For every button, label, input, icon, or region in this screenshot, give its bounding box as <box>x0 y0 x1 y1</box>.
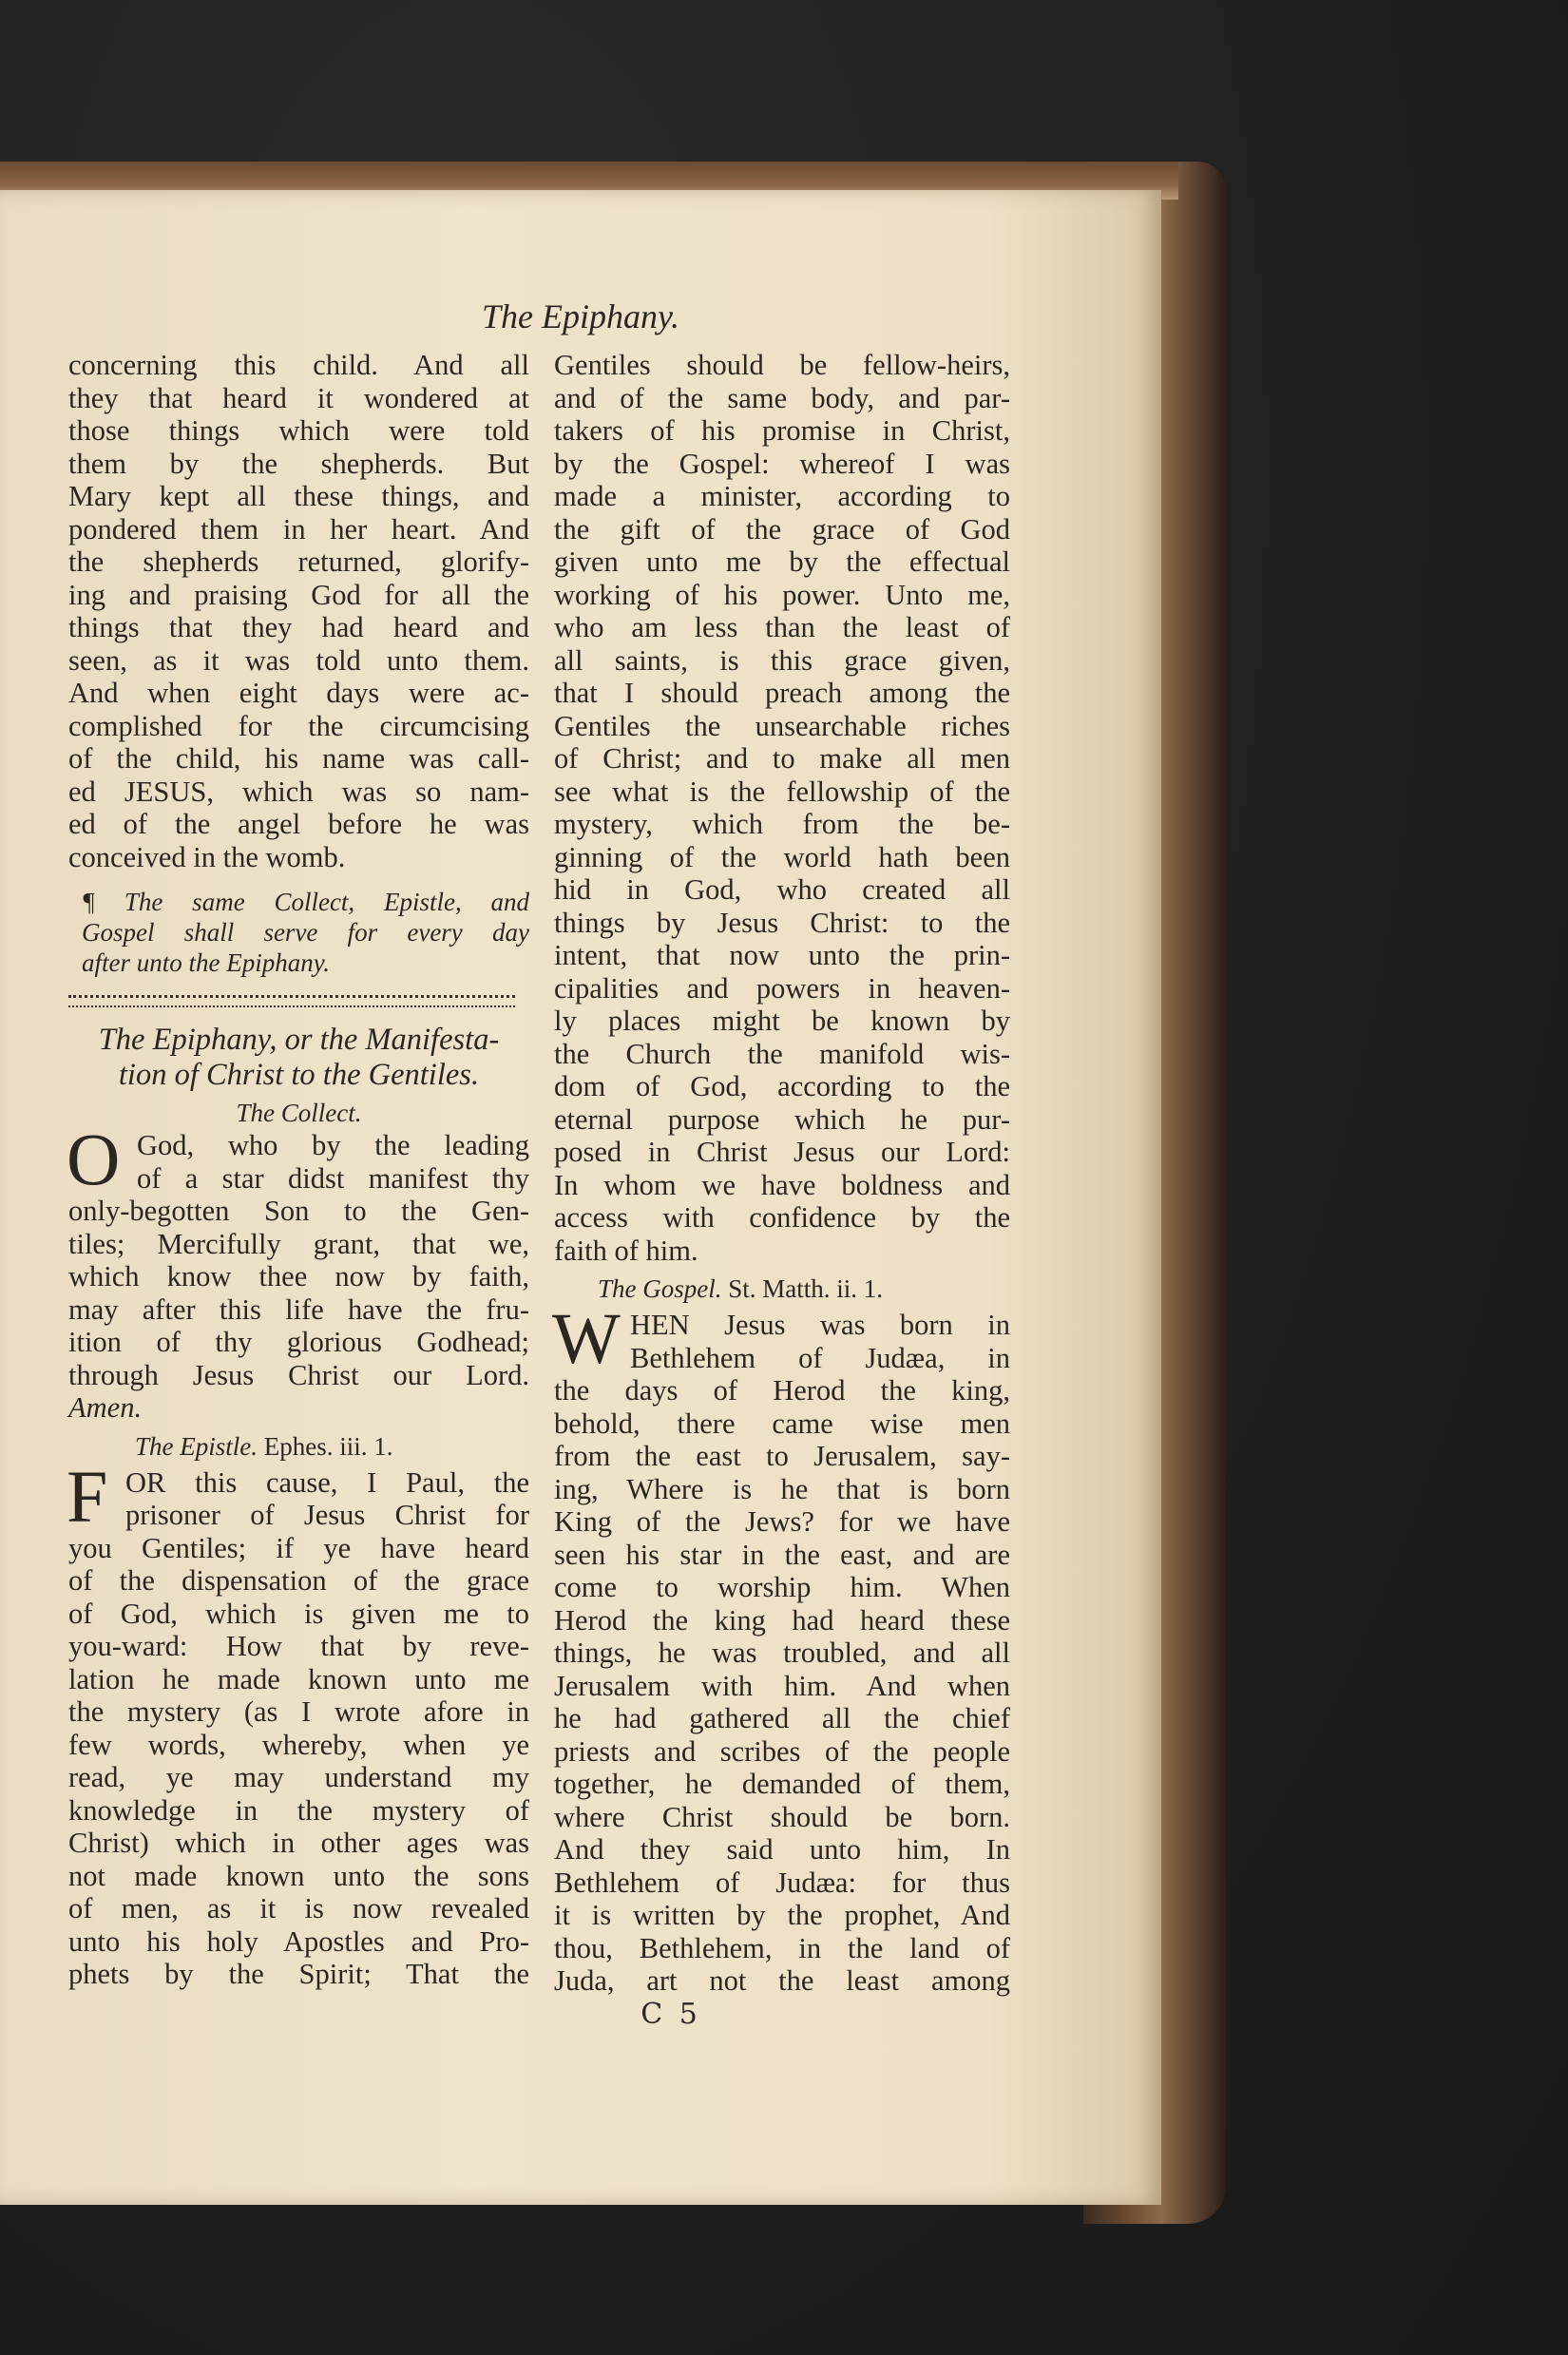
text-line: few words, whereby, when ye <box>68 1728 529 1761</box>
text-line: made a minister, according to <box>554 480 1010 512</box>
epistle-label: The Epistle. <box>135 1431 258 1461</box>
collect-paragraph <box>67 1118 529 1425</box>
text-line: takers of his promise in Christ, <box>554 414 1010 447</box>
heading-line: tion of Christ to the Gentiles. <box>118 1058 480 1092</box>
text-line: HEN Jesus was born in <box>630 1309 1010 1341</box>
text-line: that I should preach among the <box>554 677 1010 709</box>
text-line: priests and scribes of the people <box>554 1734 1010 1768</box>
drop-cap: O <box>67 1118 121 1200</box>
text-line: posed in Christ Jesus our Lord: <box>554 1136 1010 1168</box>
gospel-paragraph <box>552 1299 1010 1998</box>
text-line: may after this life have the fru- <box>68 1292 529 1326</box>
text-line: and of the same body, and par- <box>554 381 1010 414</box>
gospel-ending-paragraph <box>68 349 529 873</box>
text-line: through Jesus Christ our Lord. <box>68 1358 529 1391</box>
text-line: ing, Where is he that is born <box>554 1472 1010 1505</box>
rubric-line: Gospel shall serve for every day <box>82 918 529 947</box>
text-line: things that they had heard and <box>68 611 529 643</box>
drop-cap: W <box>552 1299 621 1379</box>
rubric-line: after unto the Epiphany. <box>82 948 330 977</box>
text-line: And they said unto him, In <box>554 1833 1010 1866</box>
gospel-heading <box>554 1273 1010 1305</box>
epistle-continuation <box>554 349 1010 1267</box>
text-line: only-begotten Son to the Gen- <box>68 1195 529 1227</box>
text-line: Gentiles the unsearchable riches <box>554 709 1010 742</box>
text-line: given unto me by the effectual <box>554 546 1010 578</box>
ornamental-rule <box>68 995 515 1007</box>
text-line: of the dispensation of the grace <box>68 1564 529 1597</box>
text-line: prisoner of Jesus Christ for <box>125 1499 529 1531</box>
text-line: Juda, art not the least among <box>554 1964 1010 1997</box>
text-line: unto his holy Apostles and Pro- <box>68 1924 529 1958</box>
text-line: mystery, which from the be- <box>554 808 1010 840</box>
gospel-label: The Gospel. <box>598 1274 722 1303</box>
text-line: lation he made known unto me <box>68 1662 529 1695</box>
text-line: complished for the circumcising <box>68 709 529 742</box>
text-line: Herod the king had heard these <box>554 1603 1010 1637</box>
text-line: Mary kept all these things, and <box>68 480 529 512</box>
text-line: which know thee now by faith, <box>68 1260 529 1292</box>
text-line: In whom we have boldness and <box>554 1168 1010 1201</box>
text-line: seen, as it was told unto them. <box>68 643 529 677</box>
text-line: the mystery (as I wrote afore in <box>68 1695 529 1728</box>
rubric-note <box>68 887 529 978</box>
amen-text: Amen. <box>68 1391 143 1424</box>
text-line: them by the shepherds. But <box>68 447 529 480</box>
text-line: conceived in the womb. <box>68 840 346 873</box>
text-line: the gift of the grace of God <box>554 512 1010 546</box>
text-line: ginning of the world hath been <box>554 840 1010 873</box>
text-line: not made known unto the sons <box>68 1859 529 1892</box>
text-line: seen his star in the east, and are <box>554 1538 1010 1571</box>
text-line: things by Jesus Christ: to the <box>554 906 1010 939</box>
text-line: OR this cause, I Paul, the <box>125 1465 529 1499</box>
text-line: the Church the manifold wis- <box>554 1037 1010 1070</box>
text-line: Gentiles should be fellow-heirs, <box>554 349 1010 381</box>
text-line: hid in God, who created all <box>554 873 1010 906</box>
left-column <box>68 349 529 1991</box>
text-line: working of his power. Unto me, <box>554 578 1010 611</box>
text-line: knowledge in the mystery of <box>68 1793 529 1827</box>
text-line: he had gathered all the chief <box>554 1702 1010 1734</box>
text-line: King of the Jews? for we have <box>554 1505 1010 1538</box>
section-heading <box>68 1023 529 1093</box>
text-line: together, he demanded of them, <box>554 1768 1010 1800</box>
text-line: Christ) which in other ages was <box>68 1827 529 1859</box>
running-head: The Epiphany. <box>482 297 679 335</box>
text-line: read, ye may understand my <box>68 1761 529 1793</box>
text-line: ed JESUS, which was so nam- <box>68 775 529 808</box>
text-line: where Christ should be born. <box>554 1800 1010 1833</box>
text-line: ly places might be known by <box>554 1005 1010 1037</box>
text-line: eternal purpose which he pur- <box>554 1102 1010 1136</box>
drop-cap: F <box>67 1454 108 1538</box>
text-line: intent, that now unto the prin- <box>554 939 1010 971</box>
gospel-reference: St. Matth. ii. 1. <box>728 1274 884 1303</box>
text-line: And when eight days were ac- <box>68 677 529 709</box>
text-line: the days of Herod the king, <box>554 1374 1010 1407</box>
text-line: the shepherds returned, glorify- <box>68 546 529 578</box>
epistle-heading <box>68 1430 529 1463</box>
text-line: tiles; Mercifully grant, that we, <box>68 1227 529 1260</box>
text-line: dom of God, according to the <box>554 1070 1010 1102</box>
text-line: from the east to Jerusalem, say- <box>554 1440 1010 1472</box>
text-line: those things which were told <box>68 414 529 447</box>
text-line: pondered them in her heart. And <box>68 512 529 546</box>
text-line: access with confidence by the <box>554 1201 1010 1234</box>
right-column <box>554 349 1010 1998</box>
text-line: ed of the angel before he was <box>68 808 529 840</box>
text-line: of Christ; and to make all men <box>554 742 1010 775</box>
text-line: ition of thy glorious Godhead; <box>68 1326 529 1358</box>
text-line: you-ward: How that by reve- <box>68 1630 529 1662</box>
heading-line: The Epiphany, or the Manifesta- <box>98 1023 500 1057</box>
text-line: God, who by the leading <box>137 1129 529 1161</box>
text-line: by the Gospel: whereof I was <box>554 447 1010 480</box>
text-line: come to worship him. When <box>554 1571 1010 1603</box>
epistle-paragraph <box>67 1454 529 1991</box>
text-line: behold, there came wise men <box>554 1407 1010 1440</box>
text-line: concerning this child. And all <box>68 349 529 381</box>
text-line: thou, Bethlehem, in the land of <box>554 1931 1010 1964</box>
text-line: see what is the fellowship of the <box>554 775 1010 808</box>
text-line: who am less than the least of <box>554 611 1010 643</box>
text-line: all saints, is this grace given, <box>554 643 1010 677</box>
text-line: Jerusalem with him. And when <box>554 1669 1010 1702</box>
text-line: of the child, his name was call- <box>68 742 529 775</box>
text-line: things, he was troubled, and all <box>554 1637 1010 1669</box>
text-line: cipalities and powers in heaven- <box>554 971 1010 1005</box>
rubric-line: ¶ The same Collect, Epistle, and <box>82 888 529 916</box>
text-line: phets by the Spirit; That the <box>68 1958 529 1990</box>
text-line: Bethlehem of Judæa: for thus <box>554 1866 1010 1899</box>
collect-label: The Collect. <box>236 1099 362 1127</box>
text-line: Bethlehem of Judæa, in <box>630 1341 1010 1374</box>
printer-signature-mark: C 5 <box>641 1998 701 2031</box>
epistle-reference: Ephes. iii. 1. <box>263 1431 393 1461</box>
text-line: you Gentiles; if ye have heard <box>68 1531 529 1564</box>
text-line: it is written by the prophet, And <box>554 1899 1010 1931</box>
text-line: of a star didst manifest thy <box>137 1161 529 1195</box>
text-line: of men, as it is now revealed <box>68 1892 529 1924</box>
text-line: they that heard it wondered at <box>68 381 529 414</box>
text-line: of God, which is given me to <box>68 1597 529 1630</box>
text-line: faith of him. <box>554 1234 698 1267</box>
text-line: ing and praising God for all the <box>68 578 529 611</box>
